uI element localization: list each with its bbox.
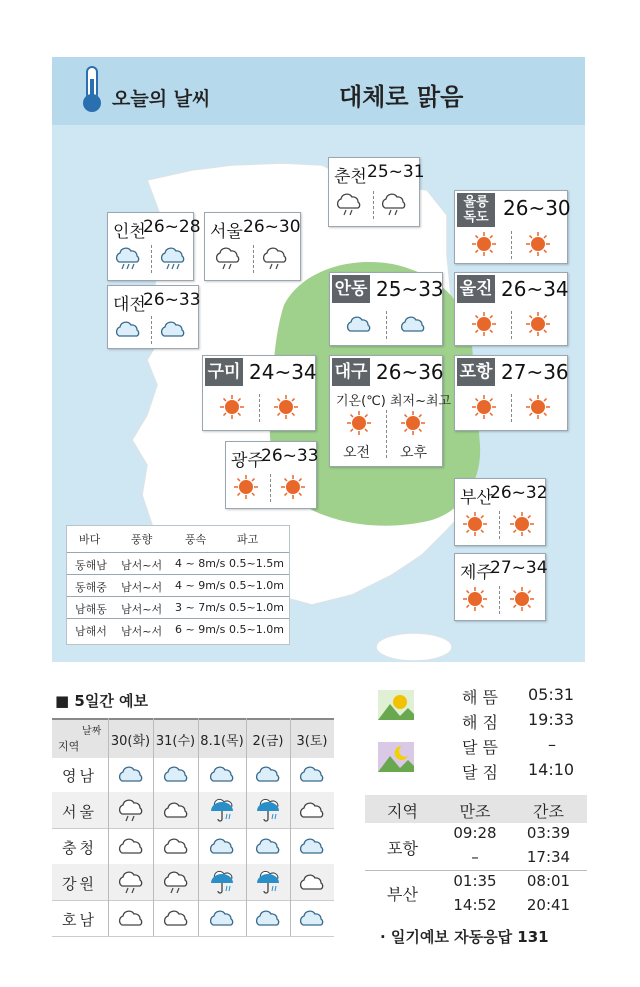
city-tag: 안동 [332,275,370,303]
sun-icon [523,394,553,422]
sun-icon [469,311,499,339]
city-tag: 울릉 독도 [457,193,495,227]
overcast-icon [161,797,191,827]
city-tag: 포항 [457,358,495,386]
city-tag: 대구 [332,358,370,386]
city-box-jeju [454,553,546,621]
sea-cell: 3 ~ 7m/s [175,601,226,614]
umbrella-icon [253,797,283,827]
forecast-region: 서울 [62,803,97,821]
tide-header: 간조 [533,802,564,821]
sea-cell: 0.5~1.0m [229,601,284,614]
cloud-icon [113,316,143,344]
tide-high: – [471,848,479,866]
sun-icon [271,394,301,422]
sun-icon [469,231,499,259]
day-header: 2(금) [252,734,284,749]
moonrise-label: 달 뜸 [462,738,498,757]
sea-header: 풍향 [131,533,153,546]
overcast-rain-icon [334,191,364,219]
tide-high: 14:52 [453,896,497,914]
moonrise-value: – [548,735,556,754]
footer-phone: · 일기예보 자동응답 131 [380,928,549,946]
cloud-icon [116,761,146,791]
city-temp: 27~36 [501,360,569,384]
tide-region: 포항 [387,839,418,858]
corner-date: 날짜 [82,726,102,737]
cloud-icon [158,316,188,344]
moonset-value: 14:10 [528,760,575,779]
sunrise-icon [378,690,414,720]
city-temp: 26~30 [243,217,301,237]
city-temp: 26~36 [376,360,444,384]
legend-caption: 기온(℃) 최저~최고 [336,394,452,409]
cloud-icon [207,761,237,791]
cloud-icon [207,833,237,863]
cloud-icon [253,833,283,863]
sun-icon [231,474,261,502]
overcast-rain-icon [260,245,290,273]
header-title: 오늘의 날씨 [112,88,211,110]
city-name: 광주 [231,451,264,471]
city-name: 대전 [113,295,146,315]
moonrise-icon [378,742,414,772]
overcast-rain-icon [116,797,146,827]
sun-icon [460,586,490,614]
city-name: 서울 [210,222,243,242]
thermometer-icon [78,65,106,115]
sea-cell: 남서~서 [121,559,163,572]
cloud-icon [297,761,327,791]
forecast-table [52,718,334,936]
city-temp: 26~32 [490,483,548,503]
forecast-region: 호남 [62,911,97,929]
tide-low: 08:01 [526,872,571,890]
sun-icon [217,394,247,422]
city-box-gwangju [225,441,317,509]
tide-high: 09:28 [453,824,497,842]
city-temp: 24~34 [249,360,317,384]
legend-pm: 오후 [400,445,428,461]
forecast-region: 영남 [62,767,97,785]
sunset-value: 19:33 [528,710,575,729]
sea-cell: 6 ~ 9m/s [175,623,226,636]
city-temp: 26~28 [143,217,201,237]
cloud-icon [207,905,237,935]
header-summary: 대체로 맑음 [339,83,464,111]
sun-icon [344,410,374,438]
umbrella-icon [207,869,237,899]
city-box-seoul [204,212,301,281]
sea-cell: 남해동 [75,603,107,616]
forecast-row [52,792,334,829]
overcast-icon [297,869,327,899]
tide-low: 17:34 [526,848,571,866]
sea-cell: 남서~서 [121,603,163,616]
sun-icon [398,410,428,438]
day-header: 8.1(목) [200,734,244,749]
city-box-chuncheon [328,157,425,227]
city-temp: 26~30 [503,196,571,220]
tide-high: 01:35 [453,872,497,890]
sea-cell: 4 ~ 9m/s [175,579,226,592]
city-box-ulleung [454,190,571,264]
cloud-icon [297,833,327,863]
sunrise-label: 해 뜸 [462,688,498,707]
sea-cell: 동해중 [75,581,107,594]
city-box-andong [329,272,443,346]
cloud-icon [253,761,283,791]
overcast-icon [161,905,191,935]
overcast-icon [161,833,191,863]
overcast-rain-icon [116,869,146,899]
forecast-title: ■ 5일간 예보 [55,692,149,710]
forecast-row [52,756,334,793]
forecast-row [52,828,334,865]
tide-region: 부산 [387,885,418,904]
city-temp: 25~31 [367,162,425,182]
cloud-icon [253,905,283,935]
sun-icon [523,311,553,339]
sea-cell: 0.5~1.0m [229,623,284,636]
sun-icon [278,474,308,502]
sea-cell: 남서~서 [121,625,163,638]
umbrella-icon [253,869,283,899]
sun-icon [469,394,499,422]
sea-header: 파고 [237,533,259,546]
overcast-icon [116,833,146,863]
sea-row [67,618,289,641]
forecast-region: 충청 [62,839,97,857]
sea-row [67,574,289,597]
map-header [52,57,585,125]
city-box-uljin [454,272,568,346]
sea-row [67,596,289,619]
sea-row [67,552,289,575]
overcast-icon [116,905,146,935]
cloud-icon [398,311,428,339]
city-name: 인천 [113,222,146,242]
city-temp: 25~33 [376,277,444,301]
sea-cell: 4 ~ 8m/s [175,557,226,570]
city-name: 부산 [460,488,493,508]
tide-low: 20:41 [526,896,571,914]
corner-region: 지역 [58,740,80,753]
tide-header: 만조 [459,802,491,821]
forecast-region: 강원 [62,875,97,893]
legend-am: 오전 [343,445,371,461]
city-box-busan [454,478,546,546]
sea-header: 풍속 [185,533,207,546]
tide-header: 지역 [387,802,418,821]
forecast-row [52,900,334,937]
city-temp: 26~33 [143,290,201,310]
tide-low: 03:39 [526,824,571,842]
moonset-label: 달 짐 [462,763,498,782]
day-header: 30(화) [110,734,151,749]
city-box-daegu [329,355,452,467]
sea-cell: 동해남 [75,559,107,572]
forecast-row [52,864,334,901]
sunrise-value: 05:31 [528,685,575,704]
sea-cell: 0.5~1.0m [229,579,284,592]
cloud-icon [161,761,191,791]
city-name: 제주 [460,563,493,583]
city-box-daejeon [107,285,199,349]
sunset-label: 해 짐 [462,713,498,732]
cloud-icon [297,905,327,935]
umbrella-icon [207,797,237,827]
sea-cell: 0.5~1.5m [229,557,284,570]
city-box-gumi [202,355,316,431]
sea-header: 바다 [79,533,101,546]
sun-icon [460,511,490,539]
overcast-rain-icon [161,869,191,899]
day-header: 3(토) [296,734,328,749]
overcast-rain-icon [379,191,409,219]
city-temp: 26~33 [261,446,319,466]
city-box-pohang [454,355,568,431]
overcast-icon [297,797,327,827]
cloud-icon [344,311,374,339]
overcast-rain-icon [213,245,243,273]
sea-conditions-table [66,525,290,645]
cloud-rain-icon [158,245,188,273]
city-temp: 26~34 [501,277,569,301]
city-box-incheon [107,212,201,281]
city-tag: 구미 [205,358,243,386]
sun-icon [507,511,537,539]
day-header: 31(수) [155,734,196,749]
sun-icon [507,586,537,614]
sea-cell: 남서~서 [121,581,163,594]
city-name: 춘천 [334,167,367,187]
city-temp: 27~34 [490,558,548,578]
cloud-rain-icon [113,245,143,273]
sun-icon [523,231,553,259]
sea-cell: 남해서 [75,625,107,638]
city-tag: 울진 [457,275,495,303]
